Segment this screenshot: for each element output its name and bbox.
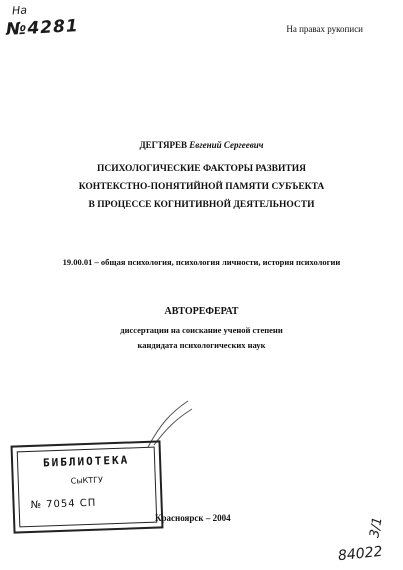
library-stamp [11, 440, 164, 533]
dissertation-title [0, 160, 403, 214]
title-line: В ПРОЦЕССЕ КОГНИТИВНОЙ ДЕЯТЕЛЬНОСТИ [88, 200, 315, 210]
stamp-title: БИБЛИОТЕКА [42, 453, 130, 470]
stamp-organization: СыКТГУ [70, 475, 104, 486]
manuscript-label: На правах рукописи [286, 24, 363, 34]
handwritten-note-top: На [11, 3, 28, 18]
document-type: АВТОРЕФЕРАТ [164, 306, 239, 317]
city-year: Красноярск – 2004 [155, 513, 231, 523]
author-surname: ДЕГТЯРЕВ [139, 140, 188, 150]
author-name [0, 140, 403, 150]
specialty-code: 19.00.01 – общая психология, психология личности, история психологии [62, 257, 341, 267]
handwritten-note-right: 3/1 [367, 515, 386, 540]
title-line: КОНТЕКСТНО-ПОНЯТИЙНОЙ ПАМЯТИ СУБЪЕКТА [78, 182, 325, 192]
handwritten-number-bottom: 84022 [337, 543, 384, 565]
handwritten-inventory-number: №4281 [5, 16, 80, 40]
author-given-names: Евгений Сергеевич [189, 140, 264, 150]
degree-line-2: кандидата психологических наук [137, 340, 266, 350]
stamp-number: № 7054 СП [30, 497, 97, 511]
title-line: ПСИХОЛОГИЧЕСКИЕ ФАКТОРЫ РАЗВИТИЯ [97, 164, 306, 174]
degree-line-1: диссертации на соискание ученой степени [120, 325, 283, 335]
